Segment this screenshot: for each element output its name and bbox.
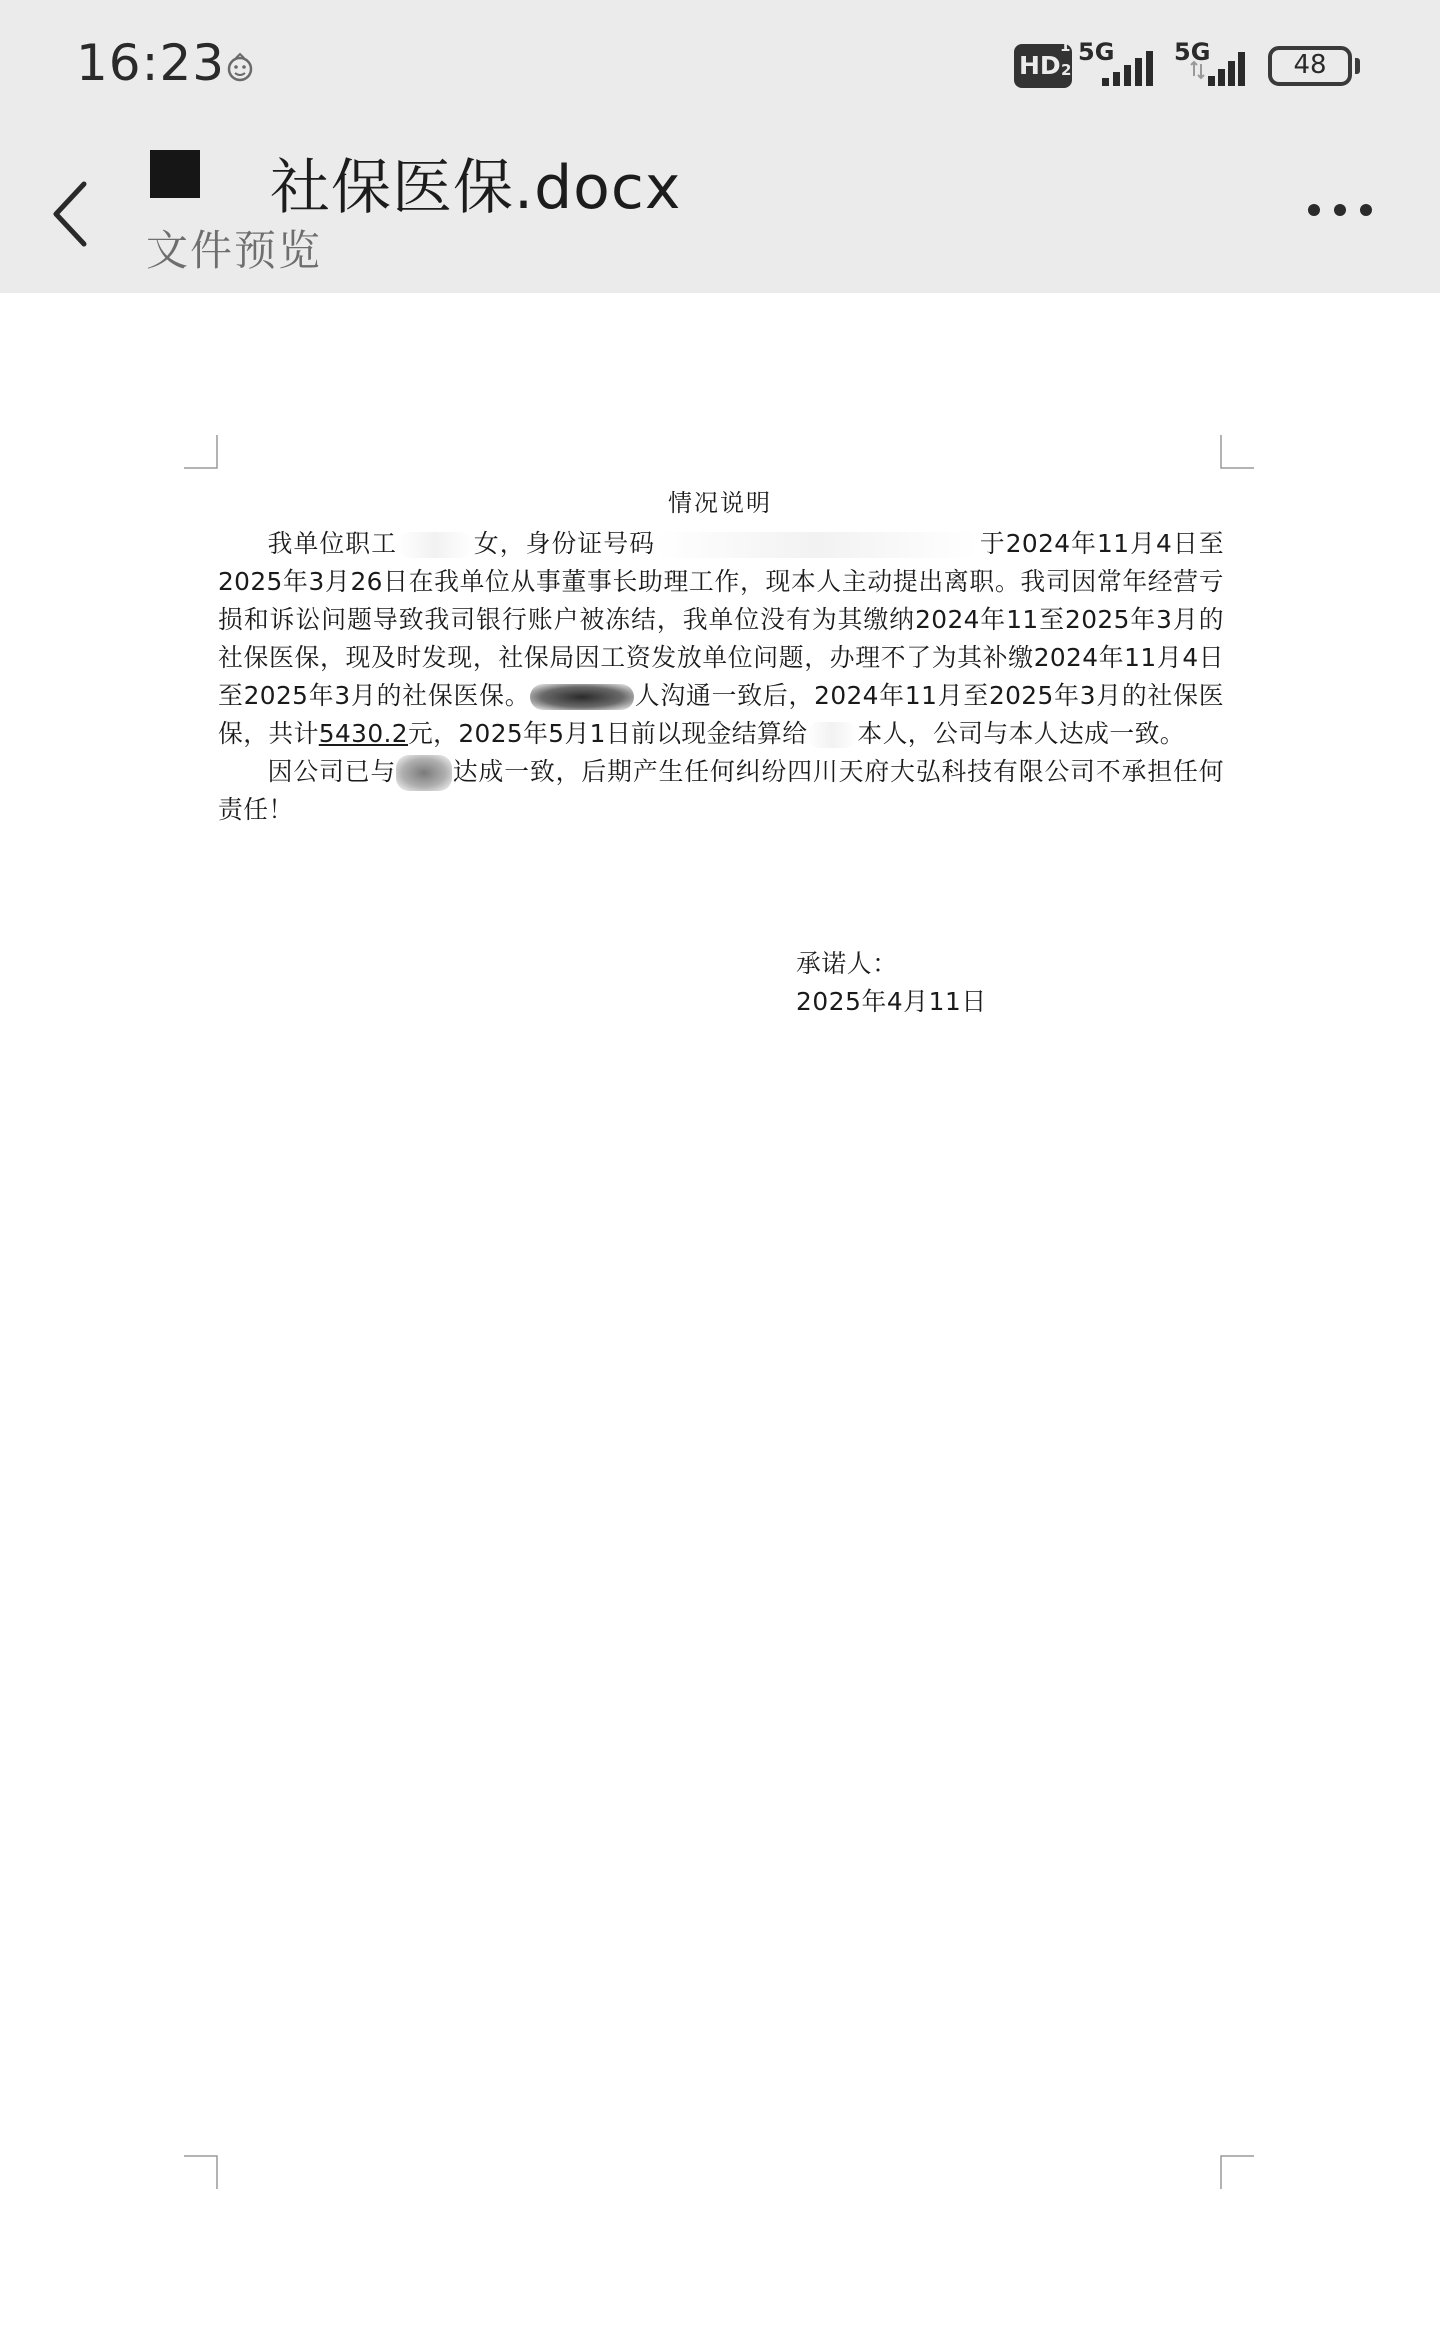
battery-tip	[1355, 58, 1360, 74]
signer-label: 承诺人：	[796, 949, 898, 978]
document-body	[218, 525, 1224, 829]
redacted-name	[396, 755, 452, 791]
file-type-icon	[150, 150, 200, 198]
page-corner-mark	[184, 435, 218, 469]
paragraph-1: 我单位职工 女，身份证号码 于2024年11月4日至2025年3月26日在我单位从事董事长助理工作，现本人主动提出离职。我司因常年经营亏损和诉讼问题导致我司银行账户被冻结，我单位没有为其缴纳2024年11至2025年3月的社保医保，现及时发现，社保局因工资发放单位问题，办理不了为其补缴2024年11月4日至2025年3月的社保医保。 人沟通一致后，2024年11月至2025年3月的社保医保，共计5430.2元，2025年5月1日前以现金结算给 本人，公司与本人达成一致。	[218, 529, 1225, 748]
amount-value: 5430.2	[318, 719, 408, 748]
redacted-name	[530, 684, 634, 710]
file-preview-label: 文件预览	[146, 226, 323, 275]
signal-icon-1	[1100, 48, 1158, 88]
redacted-id-number	[655, 532, 979, 558]
app-header	[0, 140, 1440, 293]
network-type-2: 5G	[1174, 38, 1211, 66]
redacted-name	[397, 532, 473, 558]
document-title: 情况说明	[668, 489, 772, 517]
status-time: 16:23	[76, 34, 226, 92]
paragraph-2: 因公司已与 达成一致，后期产生任何纠纷四川天府大弘科技有限公司不承担任何责任！	[218, 757, 1224, 824]
more-options-button[interactable]	[1300, 192, 1380, 228]
notification-icon	[222, 50, 258, 86]
page-corner-mark	[1220, 435, 1254, 469]
redacted-name	[807, 722, 857, 748]
page-corner-mark	[1220, 2155, 1254, 2189]
network-type-1: 5G	[1078, 38, 1115, 66]
hd-voice-icon: HD 1 2	[1014, 44, 1072, 88]
page-corner-mark	[184, 2155, 218, 2189]
more-dot-icon	[1308, 204, 1320, 216]
back-button[interactable]	[40, 166, 100, 262]
signature-block	[796, 945, 987, 1021]
document-preview[interactable]	[0, 293, 1440, 2329]
signal-icon-2	[1190, 48, 1248, 88]
battery-icon	[1268, 46, 1352, 86]
more-dot-icon	[1360, 204, 1372, 216]
status-bar	[0, 0, 1440, 140]
sign-date: 2025年4月11日	[796, 987, 987, 1016]
file-title: 社保医保.docx	[270, 153, 682, 223]
battery-level: 48	[1293, 50, 1327, 80]
more-dot-icon	[1334, 204, 1346, 216]
